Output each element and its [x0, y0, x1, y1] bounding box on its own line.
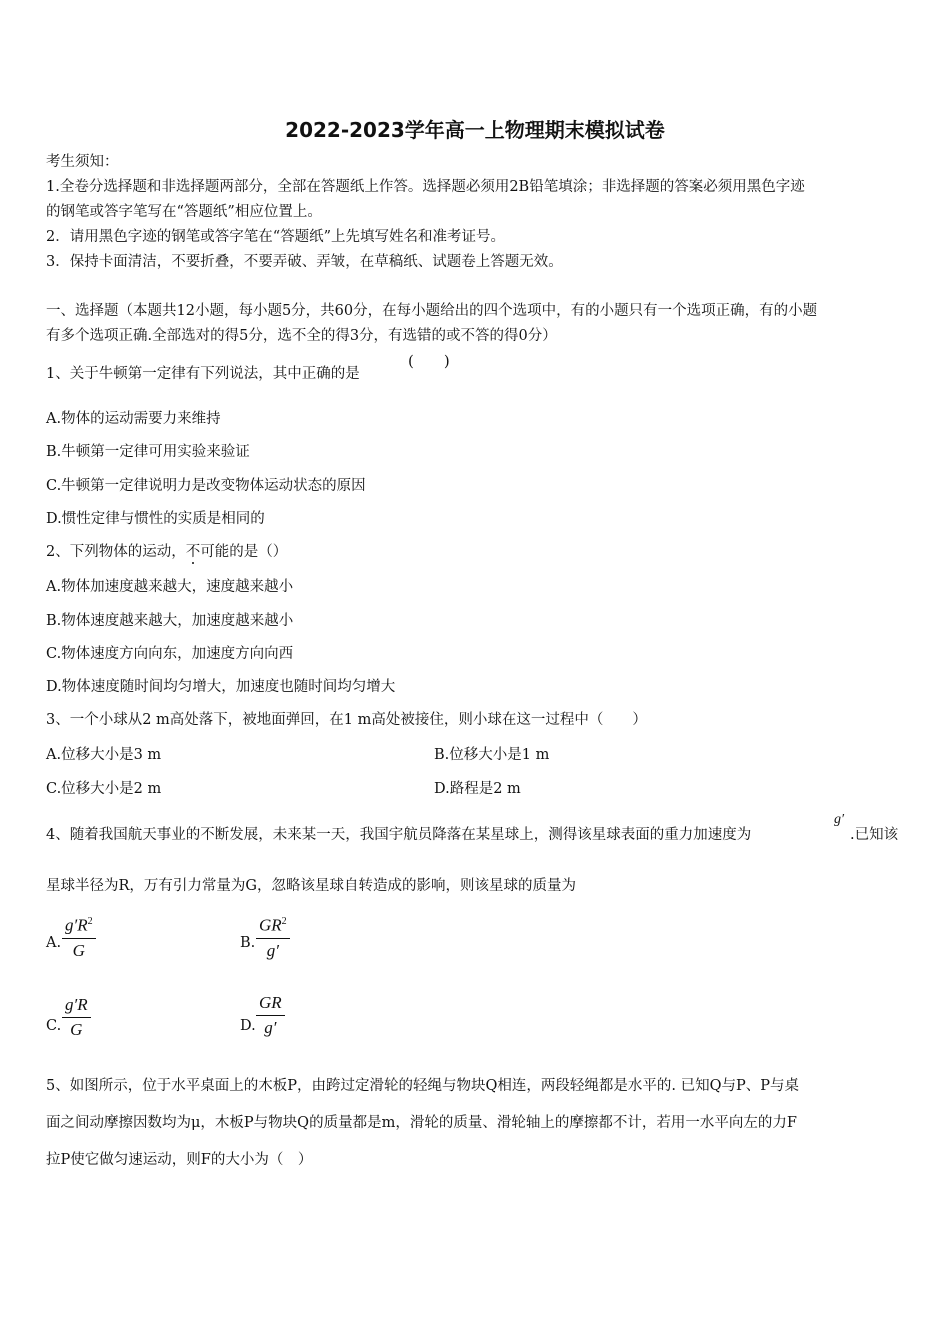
q1-stem: 1、关于牛顿第一定律有下列说法，其中正确的是 — [46, 366, 360, 382]
q5-stem-line2: 面之间动摩擦因数均为μ，木板P与物块Q的质量都是m，滑轮的质量、滑轮轴上的摩擦都不计，若用一水平向左的力F — [46, 1115, 797, 1131]
exam-title: 2022-2023学年高一上物理期末模拟试卷 — [285, 118, 665, 142]
notice-heading: 考生须知： — [46, 154, 119, 170]
q1-answer-paren: ( ) — [408, 352, 450, 370]
q1-option-c: C.牛顿第一定律说明力是改变物体运动状态的原因 — [46, 478, 366, 494]
q2-option-c: C.物体速度方向向东，加速度方向向西 — [46, 646, 294, 662]
q4-option-b-num-text: GR — [259, 915, 282, 935]
q4-option-b-exponent: 2 — [281, 916, 287, 927]
q1-option-b: B.牛顿第一定律可用实验来验证 — [46, 444, 250, 460]
q2-stem-emphasis: 不 — [185, 544, 201, 560]
q4-option-b-numerator — [256, 912, 290, 939]
section-instruction-cont: 有多个选项正确.全部选对的得5分，选不全的得3分，有选错的或不答的得0分） — [46, 328, 557, 344]
q4-option-b-label: B. — [240, 935, 256, 951]
q4-option-a-fraction — [62, 912, 96, 961]
notice-item-1: 1.全卷分选择题和非选择题两部分，全部在答题纸上作答。选择题必须用2B铅笔填涂；非选择题的答案必须用黑色字迹 — [46, 179, 805, 195]
q4-option-a-denominator: G — [72, 940, 85, 960]
q4-option-a-num-text: g′R — [65, 915, 88, 935]
q4-option-b-denominator: g′ — [266, 940, 279, 960]
q4-option-a-label: A. — [46, 935, 62, 951]
notice-item-1-cont: 的钢笔或答字笔写在“答题纸”相应位置上。 — [46, 204, 322, 220]
q4-option-c-fraction — [62, 995, 91, 1040]
q4-stem: 4、随着我国航天事业的不断发展，未来某一天，我国宇航员降落在某星球上，测得该星球表面的重力加速度为 — [46, 827, 752, 843]
section-instruction: 一、选择题（本题共12小题，每小题5分，共60分，在每小题给出的四个选项中，有的小题只有一个选项正确，有的小题 — [46, 303, 818, 319]
q2-stem — [46, 542, 287, 562]
q4-option-d-label: D. — [240, 1018, 256, 1034]
q4-option-c-label: C. — [46, 1018, 62, 1034]
q2-option-a: A.物体加速度越来越大，速度越来越小 — [46, 579, 294, 595]
q4-g-prime: g′ — [834, 812, 845, 827]
q5-stem: 5、如图所示，位于水平桌面上的木板P，由跨过定滑轮的轻绳与物块Q相连，两段轻绳都是水平的. 已知Q与P、P与桌 — [46, 1078, 799, 1094]
q4-option-d-numerator: GR — [256, 993, 285, 1016]
q2-stem-a: 2、下列物体的运动， — [46, 544, 186, 560]
q2-stem-c: 可能的是（） — [200, 544, 288, 560]
q3-stem: 3、一个小球从2 m高处落下，被地面弹回，在1 m高处被接住，则小球在这一过程中（ ） — [46, 712, 647, 728]
q4-option-a-numerator — [62, 912, 96, 939]
q4-option-c-denominator: G — [70, 1020, 83, 1039]
q4-option-d-fraction — [256, 993, 285, 1038]
q2-option-d: D.物体速度随时间均匀增大，加速度也随时间均匀增大 — [46, 679, 396, 695]
q1-option-a: A.物体的运动需要力来维持 — [46, 411, 221, 427]
q4-stem-line2: 星球半径为R，万有引力常量为G，忽略该星球自转造成的影响，则该星球的质量为 — [46, 878, 576, 894]
notice-item-3: 3．保持卡面清洁，不要折叠，不要弄破、弄皱，在草稿纸、试题卷上答题无效。 — [46, 254, 563, 270]
q4-option-b-fraction — [256, 912, 290, 961]
q4-option-c-numerator: g′R — [62, 995, 91, 1018]
q3-option-b: B.位移大小是1 m — [434, 747, 550, 763]
q1-option-d: D.惯性定律与惯性的实质是相同的 — [46, 511, 265, 527]
q5-stem-line3: 拉P使它做匀速运动，则F的大小为（ ） — [46, 1152, 313, 1168]
notice-item-2: 2．请用黑色字迹的钢笔或答字笔在“答题纸”上先填写姓名和准考证号。 — [46, 229, 506, 245]
q4-stem-tail: .已知该 — [850, 827, 899, 843]
q2-option-b: B.物体速度越来越大，加速度越来越小 — [46, 613, 294, 629]
q4-option-d-denominator: g′ — [264, 1018, 277, 1037]
q3-option-d: D.路程是2 m — [434, 781, 521, 797]
q4-option-a-exponent: 2 — [87, 916, 93, 927]
q3-option-a: A.位移大小是3 m — [46, 747, 162, 763]
q3-option-c: C.位移大小是2 m — [46, 781, 162, 797]
